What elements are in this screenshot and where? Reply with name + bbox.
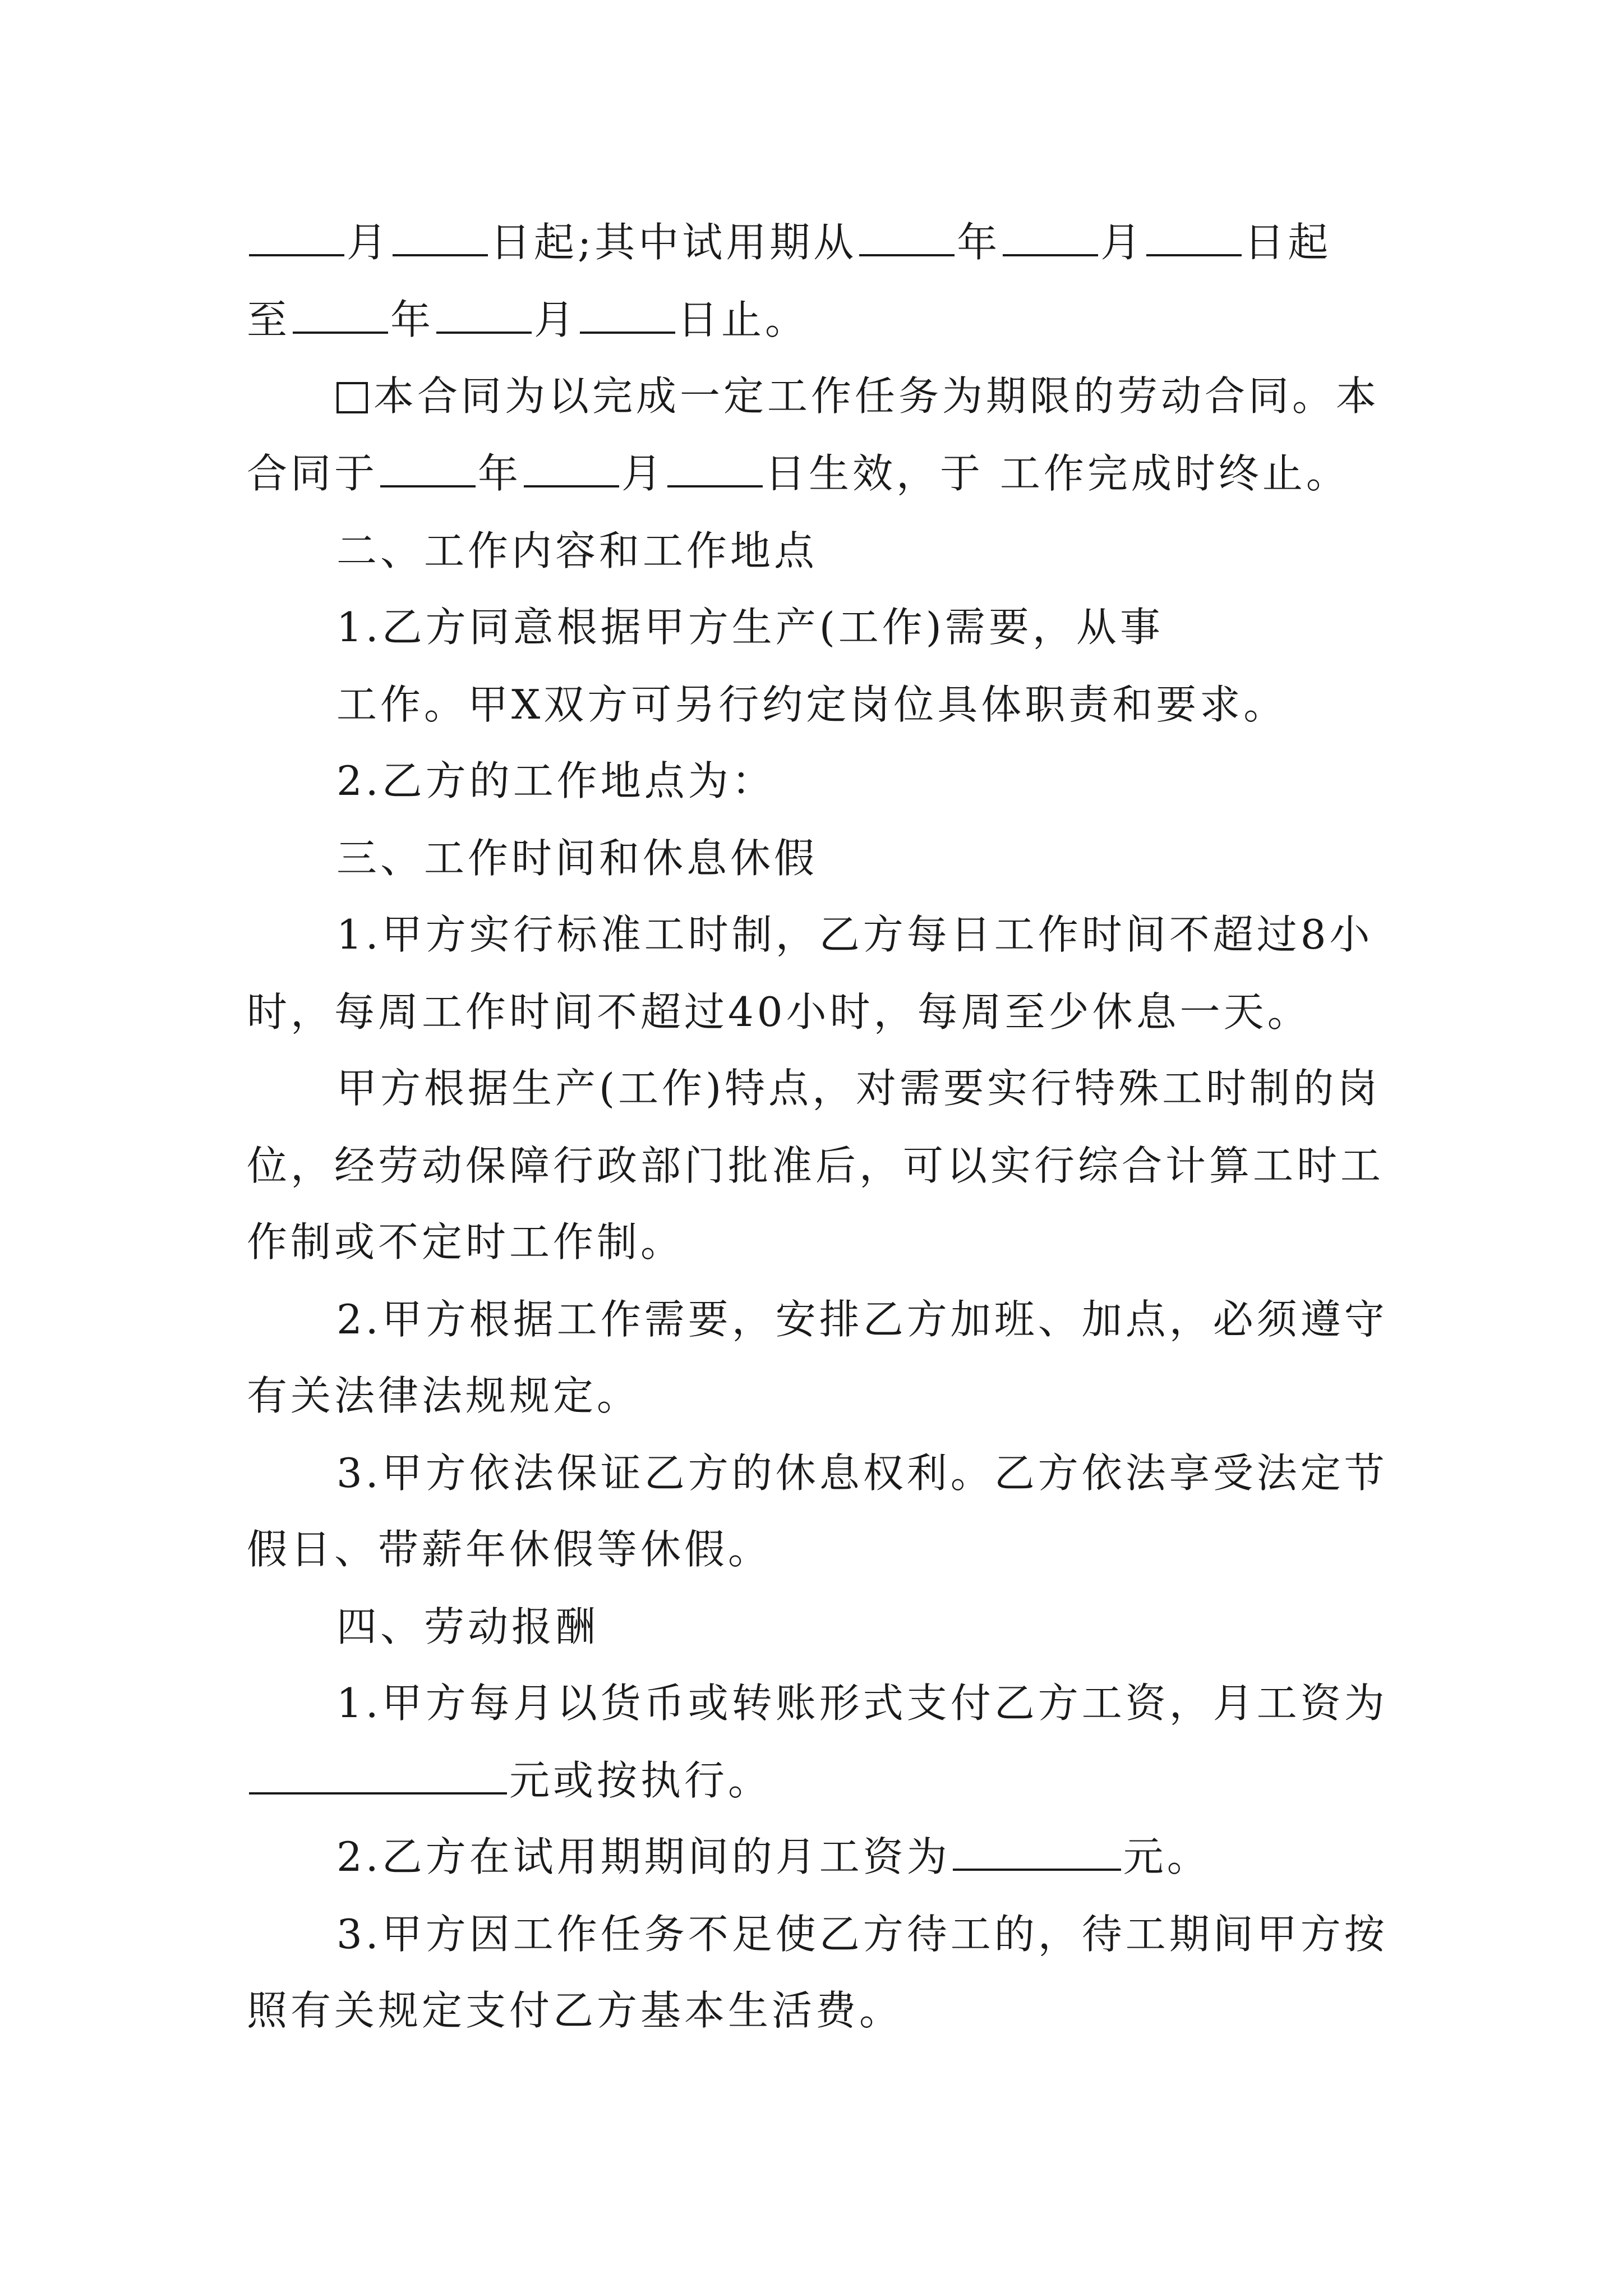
- text-segment: 日生效，于 工作完成时终止。: [765, 450, 1350, 497]
- text-segment: 月: [1100, 219, 1145, 266]
- text-segment: 年: [390, 296, 435, 343]
- text-line: 3.甲方依法保证乙方的休息权利。乙方依法享受法定节: [336, 1450, 1388, 1497]
- text-segment: 年: [478, 450, 522, 497]
- text-line: [336, 1823, 1391, 1890]
- text-segment: 日止。: [677, 296, 809, 343]
- text-line: 1.甲方实行标准工时制，乙方每日工作时间不超过8小: [336, 911, 1373, 958]
- text-line: 2.乙方的工作地点为：: [336, 757, 776, 804]
- text-line: [247, 1747, 1391, 1814]
- fill-blank: [293, 292, 388, 334]
- text-line: 位，经劳动保障行政部门批准后，可以实行综合计算工时工: [247, 1142, 1385, 1189]
- text-segment: 2.乙方在试用期期间的月工资为: [336, 1833, 951, 1880]
- text-line: 甲方根据生产(工作)特点，对需要实行特殊工时制的岗: [336, 1065, 1381, 1112]
- fill-blank: [1003, 215, 1098, 256]
- text-segment: 月: [347, 219, 391, 266]
- text-segment: 合同于: [247, 450, 379, 497]
- text-segment: 日起: [1244, 219, 1332, 266]
- text-line: 1.甲方每月以货币或转账形式支付乙方工资，月工资为: [336, 1680, 1388, 1727]
- text-line: 工作。甲X双方可另行约定岗位具体职责和要求。: [336, 681, 1288, 728]
- fill-blank: [524, 446, 619, 487]
- fill-blank: [859, 215, 955, 256]
- text-line: [247, 440, 1391, 507]
- text-line: 照有关规定支付乙方基本生活费。: [247, 1987, 903, 2034]
- text-segment: 本合同为以完成一定工作任务为期限的劳动合同。本: [374, 372, 1380, 420]
- text-line: [247, 286, 1391, 353]
- text-line: [336, 362, 1391, 430]
- fill-blank: [249, 1753, 507, 1795]
- text-segment: 月: [621, 450, 666, 497]
- fill-blank: [580, 292, 675, 334]
- section-heading: 二、工作内容和工作地点: [336, 527, 818, 574]
- checkbox[interactable]: [336, 382, 368, 413]
- section-heading: 四、劳动报酬: [336, 1603, 600, 1650]
- text-segment: 月: [534, 296, 578, 343]
- text-line: 2.甲方根据工作需要，安排乙方加班、加点，必须遵守: [336, 1296, 1388, 1343]
- section-heading: 三、工作时间和休息休假: [336, 835, 818, 882]
- text-line: 假日、带薪年休假等休假。: [247, 1526, 772, 1573]
- fill-blank: [667, 446, 763, 487]
- text-segment: 日起;其中试用期从: [490, 219, 857, 266]
- text-segment: 元。: [1123, 1833, 1211, 1880]
- text-segment: 至: [247, 296, 291, 343]
- text-line: 3.甲方因工作任务不足使乙方待工的，待工期间甲方按: [336, 1911, 1388, 1958]
- text-line: 1.乙方同意根据甲方生产(工作)需要，从事: [336, 604, 1164, 651]
- fill-blank: [380, 446, 476, 487]
- text-line: 作制或不定时工作制。: [247, 1218, 685, 1266]
- fill-blank: [436, 292, 532, 334]
- text-segment: 元或按执行。: [509, 1757, 772, 1804]
- fill-blank: [953, 1829, 1121, 1871]
- text-line: 有关法律法规规定。: [247, 1372, 641, 1419]
- text-line: 时，每周工作时间不超过40小时，每周至少休息一天。: [247, 988, 1311, 1036]
- fill-blank: [249, 215, 344, 256]
- fill-blank: [1146, 215, 1242, 256]
- fill-blank: [393, 215, 488, 256]
- text-segment: 年: [957, 219, 1001, 266]
- text-line: [247, 209, 1391, 276]
